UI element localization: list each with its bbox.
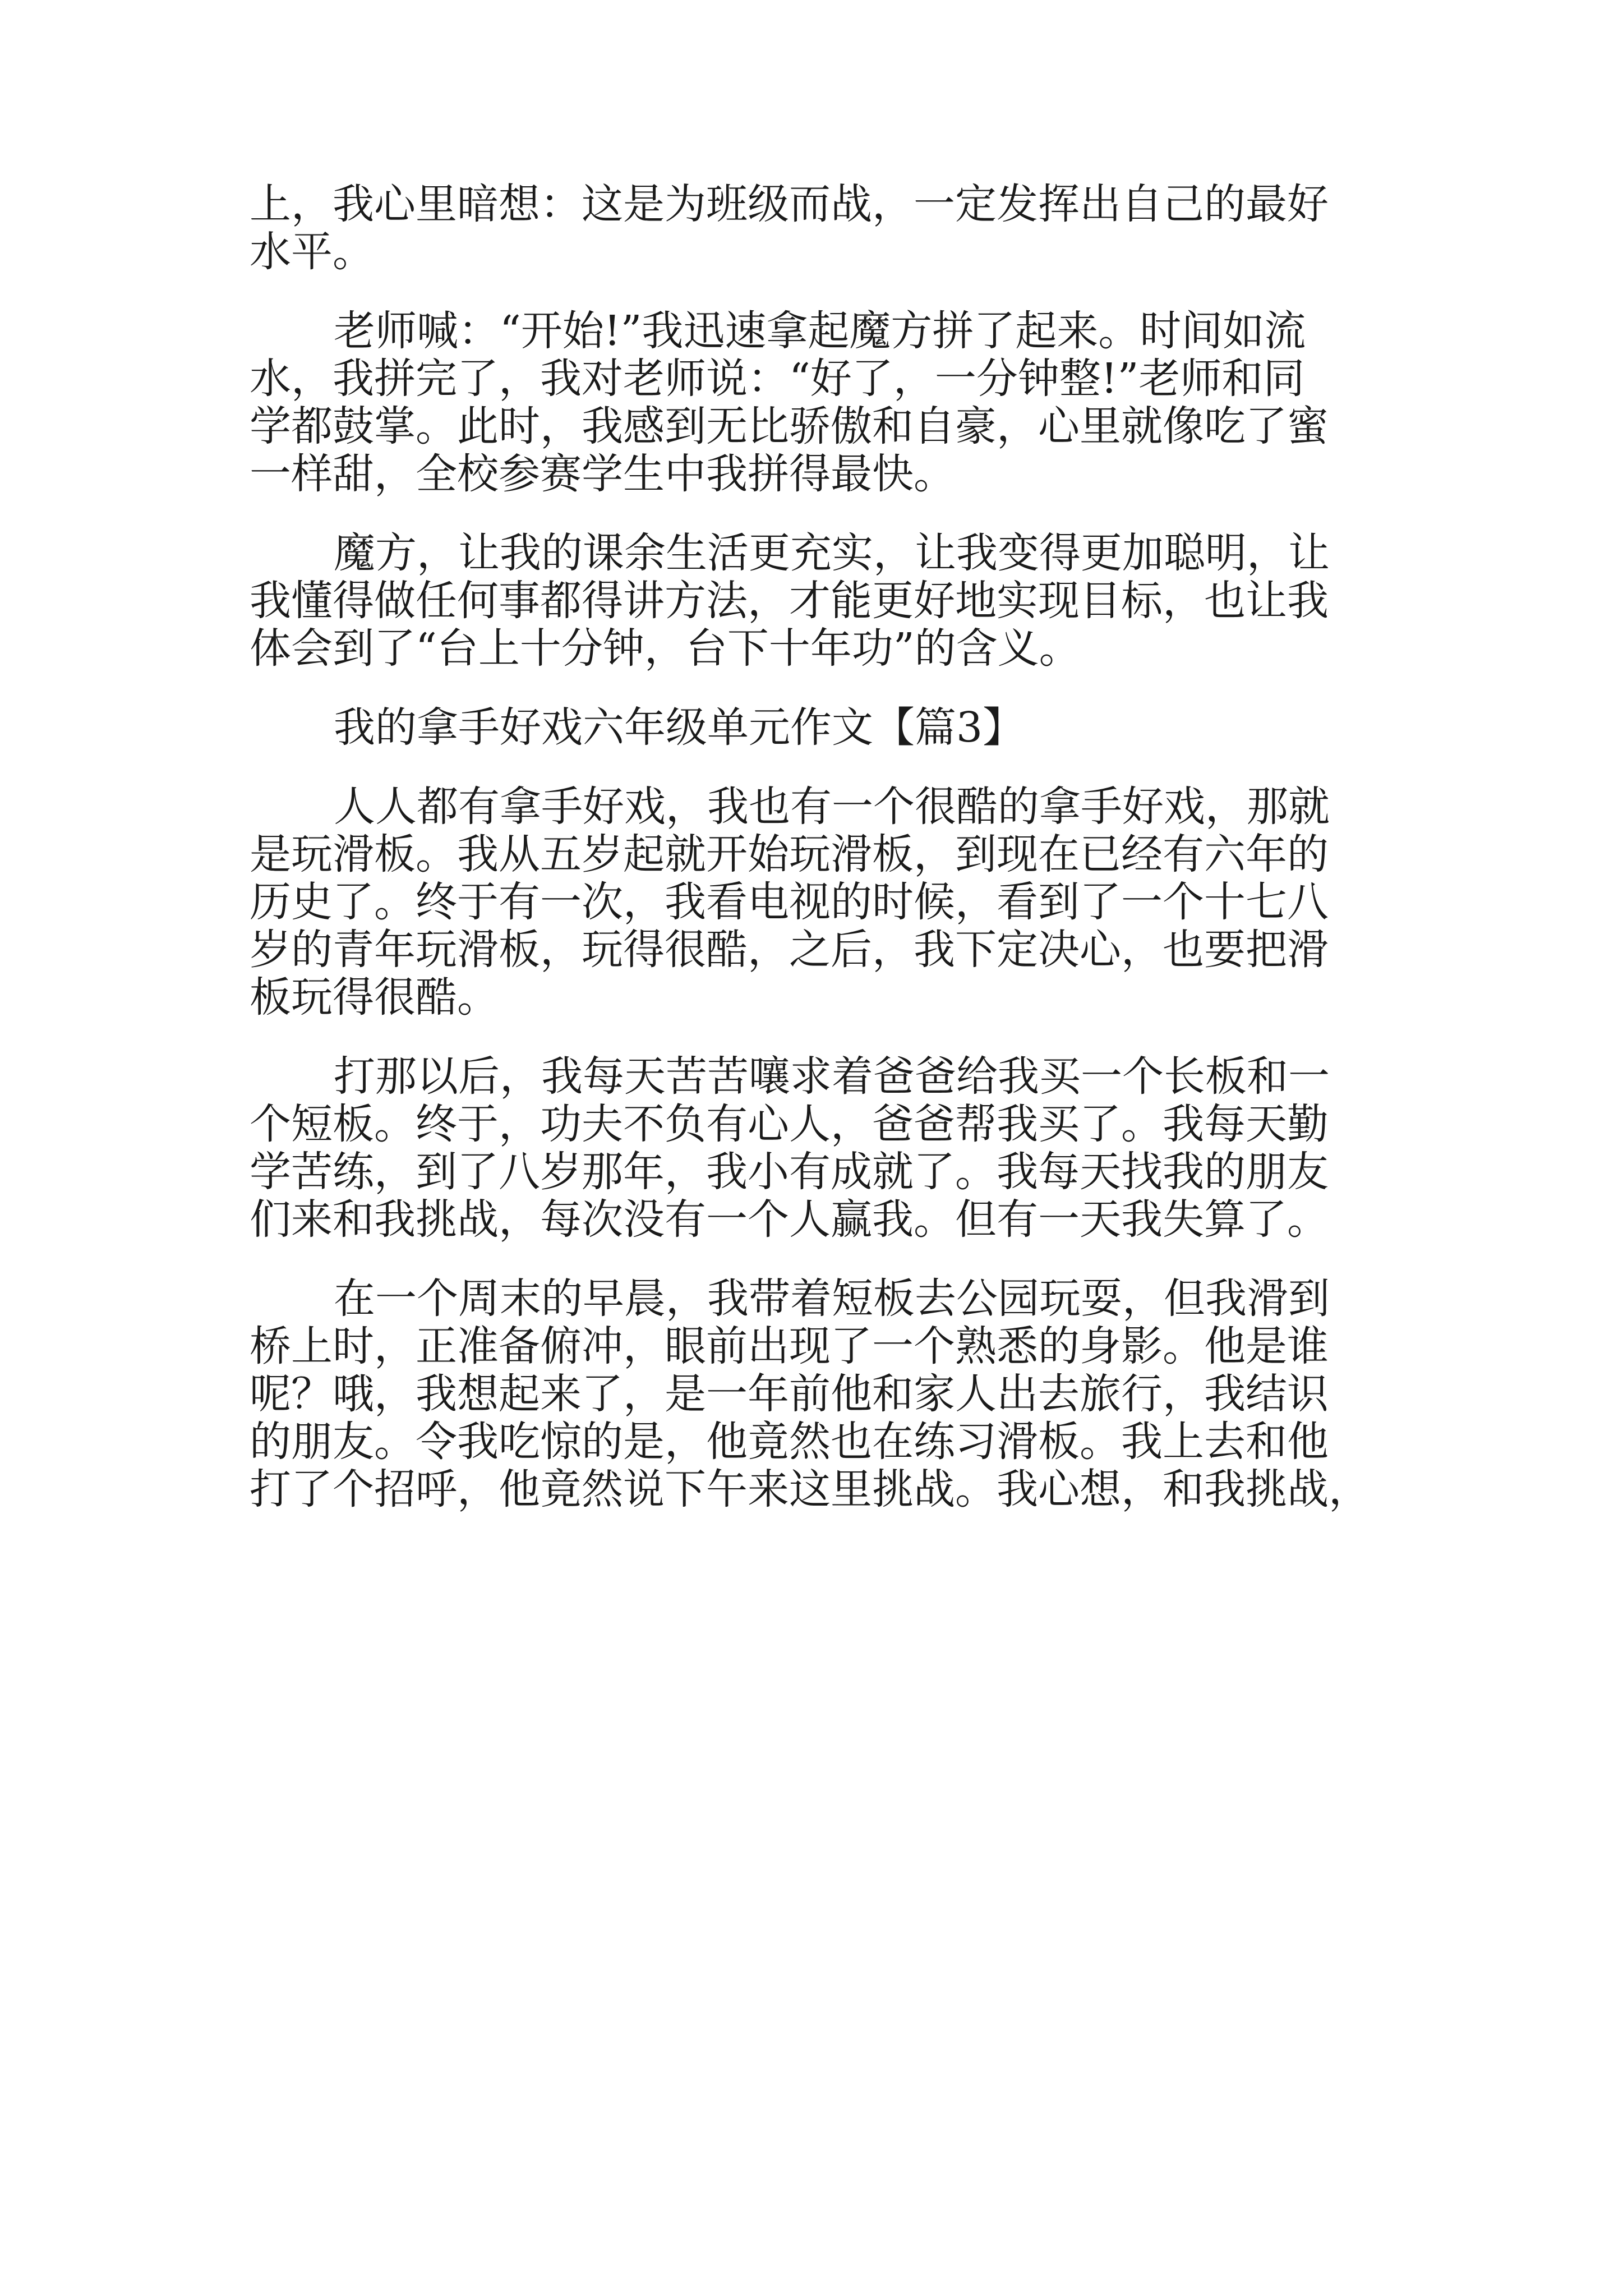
text-line: 个短板。终于，功夫不负有心人，爸爸帮我买了。我每天勤 — [250, 1100, 1329, 1148]
text-line: 水平。 — [250, 228, 374, 276]
text-line: 我懂得做任何事都得讲方法，才能更好地实现目标，也让我 — [250, 577, 1329, 625]
text-line: 魔方，让我的课余生活更充实，让我变得更加聪明，让 — [334, 529, 1330, 577]
essay-text — [250, 181, 1394, 1513]
text-line: 的朋友。令我吃惊的是，他竟然也在练习滑板。我上去和他 — [250, 1418, 1329, 1466]
text-line: 们来和我挑战，每次没有一个人赢我。但有一天我失算了。 — [250, 1195, 1329, 1244]
text-line: 打了个招呼，他竟然说下午来这里挑战。我心想，和我挑战， — [250, 1465, 1370, 1513]
text-line: 是玩滑板。我从五岁起就开始玩滑板，到现在已经有六年的 — [250, 830, 1329, 878]
text-line: 岁的青年玩滑板，玩得很酷，之后，我下定决心，也要把滑 — [250, 926, 1329, 974]
text-line: 体会到了“台上十分钟，台下十年功”的含义。 — [250, 624, 1081, 673]
text-line: 学都鼓掌。此时，我感到无比骄傲和自豪，心里就像吃了蜜 — [250, 402, 1329, 450]
section-heading: 我的拿手好戏六年级单元作文【篇3】 — [334, 703, 1025, 752]
text-line: 呢？哦，我想起来了，是一年前他和家人出去旅行，我结识 — [250, 1370, 1329, 1418]
text-line: 人人都有拿手好戏，我也有一个很酷的拿手好戏，那就 — [334, 783, 1330, 831]
text-line: 上，我心里暗想：这是为班级而战，一定发挥出自己的最好 — [250, 180, 1329, 228]
text-line: 老师喊：“开始!”我迅速拿起魔方拼了起来。时间如流 — [334, 307, 1306, 355]
text-line: 在一个周末的早晨，我带着短板去公园玩耍，但我滑到 — [334, 1274, 1330, 1323]
text-line: 历史了。终于有一次，我看电视的时候，看到了一个十七八 — [250, 878, 1329, 926]
text-line: 一样甜，全校参赛学生中我拼得最快。 — [250, 450, 955, 498]
text-line: 打那以后，我每天苦苦嚷求着爸爸给我买一个长板和一 — [334, 1052, 1330, 1101]
text-line: 学苦练，到了八岁那年，我小有成就了。我每天找我的朋友 — [250, 1148, 1329, 1196]
text-line: 板玩得很酷。 — [250, 973, 499, 1022]
text-line: 桥上时，正准备俯冲，眼前出现了一个熟悉的身影。他是谁 — [250, 1322, 1329, 1370]
text-line: 水，我拼完了，我对老师说：“好了，一分钟整!”老师和同 — [250, 355, 1305, 403]
